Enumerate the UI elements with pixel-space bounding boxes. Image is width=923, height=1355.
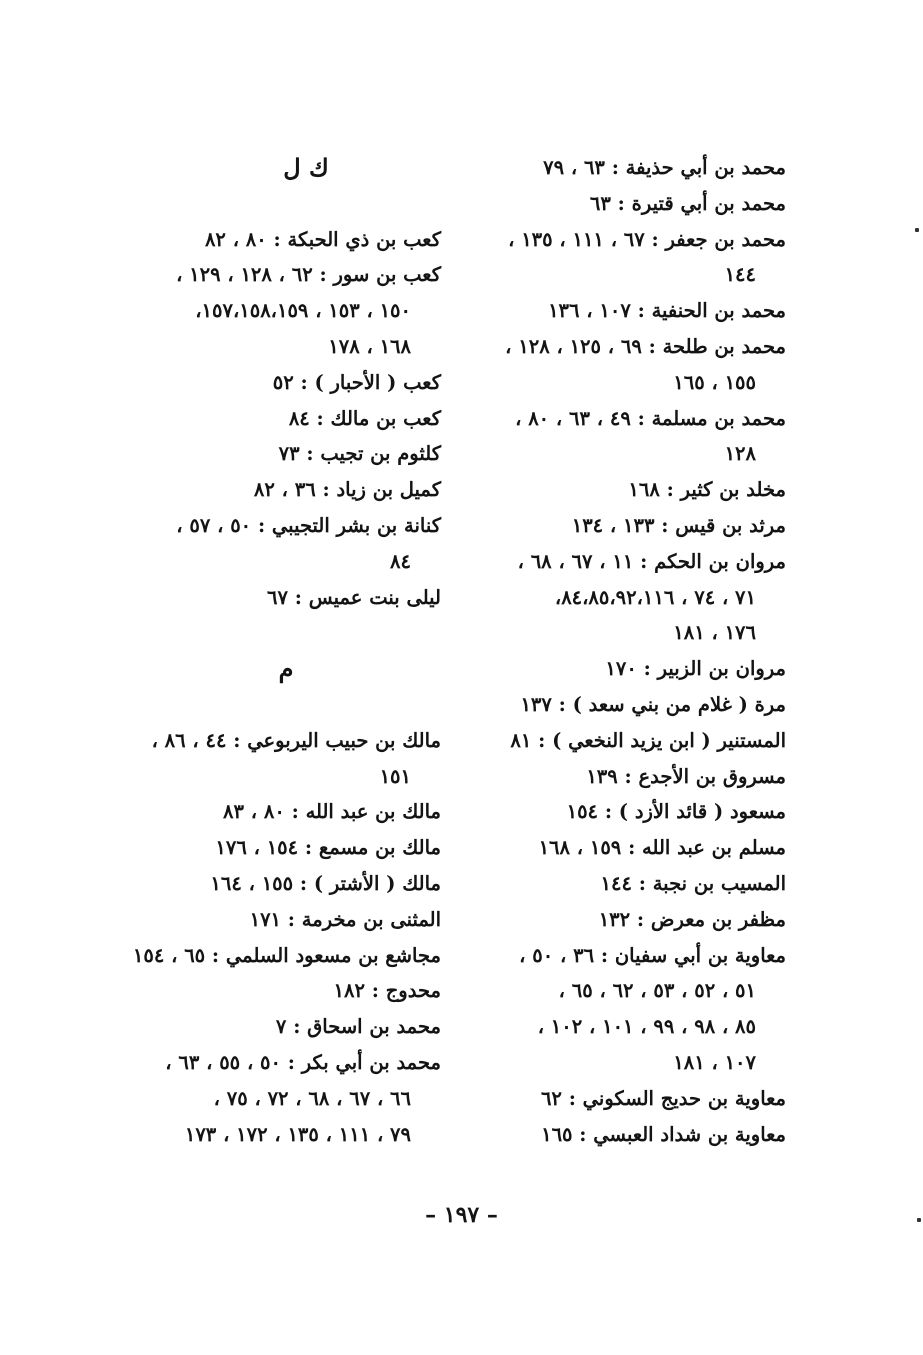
index-entry-continuation: ٨٥ ، ٩٨ ، ٩٩ ، ١٠١ ، ١٠٢ ، bbox=[537, 1015, 756, 1039]
index-entry: كعب بن ذي الحبكة : ٨٠ ، ٨٢ bbox=[204, 227, 441, 251]
index-entry: ليلى بنت عميس : ٦٧ bbox=[267, 585, 441, 609]
index-entry-continuation: ٥١ ، ٥٢ ، ٥٣ ، ٦٢ ، ٦٥ ، bbox=[558, 979, 756, 1003]
index-entry: معاوية بن حديج السكوني : ٦٢ bbox=[540, 1086, 786, 1110]
index-entry: محمد بن الحنفية : ١٠٧ ، ١٣٦ bbox=[548, 299, 786, 323]
index-entry: مالك ( الأشتر ) : ١٥٥ ، ١٦٤ bbox=[210, 871, 441, 895]
index-entry-continuation: ٦٦ ، ٦٧ ، ٦٨ ، ٧٢ ، ٧٥ ، bbox=[213, 1086, 411, 1110]
section-heading-mim: م bbox=[278, 654, 294, 684]
index-entry: محمد بن أبي قتيرة : ٦٣ bbox=[589, 191, 786, 215]
index-entry: مالك بن مسمع : ١٥٤ ، ١٧٦ bbox=[215, 836, 441, 860]
index-entry: مالك بن عبد الله : ٨٠ ، ٨٣ bbox=[223, 800, 441, 824]
index-entry: كميل بن زياد : ٣٦ ، ٨٢ bbox=[253, 478, 441, 502]
index-entry: مرثد بن قيس : ١٣٣ ، ١٣٤ bbox=[571, 513, 786, 537]
index-entry: محدوج : ١٨٢ bbox=[333, 979, 441, 1003]
index-column-right bbox=[131, 150, 441, 1152]
index-entry: مخلد بن كثير : ١٦٨ bbox=[628, 478, 786, 502]
index-entry: مظفر بن معرض : ١٣٢ bbox=[598, 907, 786, 931]
index-entry: مروان بن الحكم : ١١ ، ٦٧ ، ٦٨ ، bbox=[517, 549, 786, 573]
index-entry-continuation: ١٥٥ ، ١٦٥ bbox=[673, 370, 756, 394]
index-entry: محمد بن مسلمة : ٤٩ ، ٦٣ ، ٨٠ ، bbox=[515, 406, 786, 430]
spacer bbox=[131, 687, 441, 723]
index-entry-continuation: ١٥١ bbox=[379, 764, 411, 788]
scan-speck bbox=[917, 1218, 921, 1222]
index-entry: المسيب بن نجبة : ١٤٤ bbox=[600, 871, 786, 895]
section-heading-kaf-lam: ك ل bbox=[283, 153, 329, 182]
spacer bbox=[131, 186, 441, 222]
index-entry-continuation: ١٥٠ ، ١٥٣ ، ١٥٧،١٥٨،١٥٩، bbox=[195, 299, 411, 323]
index-entry: المثنى بن مخرمة : ١٧١ bbox=[249, 907, 441, 931]
index-entry: مسعود ( قائد الأزد ) : ١٥٤ bbox=[566, 800, 786, 824]
index-entry-continuation: ٨٤ bbox=[390, 549, 411, 573]
index-entry: معاوية بن شداد العبسي : ١٦٥ bbox=[541, 1122, 786, 1146]
index-entry: مسلم بن عبد الله : ١٥٩ ، ١٦٨ bbox=[538, 836, 786, 860]
index-entry: مروان بن الزبير : ١٧٠ bbox=[605, 657, 786, 681]
index-entry: محمد بن جعفر : ٦٧ ، ١١١ ، ١٣٥ ، bbox=[508, 227, 786, 251]
index-entry-continuation: ٧٩ ، ١١١ ، ١٣٥ ، ١٧٢ ، ١٧٣ bbox=[184, 1122, 411, 1146]
index-entry: المستنير ( ابن يزيد النخعي ) : ٨١ bbox=[510, 728, 786, 752]
index-entry-continuation: ١٤٤ bbox=[724, 263, 756, 287]
page-number: – ١٩٧ – bbox=[425, 1202, 498, 1228]
index-entry-continuation: ١٠٧ ، ١٨١ bbox=[673, 1050, 756, 1074]
index-entry: معاوية بن أبي سفيان : ٣٦ ، ٥٠ ، bbox=[519, 943, 786, 967]
index-entry: كلثوم بن تجيب : ٧٣ bbox=[278, 442, 441, 466]
index-entry: مالك بن حبيب اليربوعي : ٤٤ ، ٨٦ ، bbox=[151, 728, 441, 752]
index-entry-continuation: ٧١ ، ٧٤ ، ٨٤،٨٥،٩٢،١١٦، bbox=[554, 585, 756, 609]
index-entry: كعب ( الأحبار ) : ٥٢ bbox=[272, 370, 441, 394]
index-entry: مجاشع بن مسعود السلمي : ٦٥ ، ١٥٤ bbox=[132, 943, 441, 967]
index-entry: محمد بن اسحاق : ٧ bbox=[275, 1015, 441, 1039]
index-entry: مسروق بن الأجدع : ١٣٩ bbox=[586, 764, 786, 788]
index-column-left bbox=[486, 150, 786, 1152]
spacer bbox=[131, 615, 441, 651]
index-entry: كعب بن مالك : ٨٤ bbox=[288, 406, 441, 430]
index-entry: كنانة بن بشر التجيبي : ٥٠ ، ٥٧ ، bbox=[176, 513, 441, 537]
index-entry: كعب بن سور : ٦٢ ، ١٢٨ ، ١٢٩ ، bbox=[176, 263, 441, 287]
index-entry-continuation: ١٦٨ ، ١٧٨ bbox=[328, 334, 411, 358]
index-entry: محمد بن أبي حذيفة : ٦٣ ، ٧٩ bbox=[543, 156, 786, 179]
index-entry: محمد بن أبي بكر : ٥٠ ، ٥٥ ، ٦٣ ، bbox=[165, 1050, 441, 1074]
scan-speck bbox=[915, 228, 919, 232]
index-entry-continuation: ١٧٦ ، ١٨١ bbox=[673, 621, 756, 645]
index-entry: مرة ( غلام من بني سعد ) : ١٣٧ bbox=[520, 692, 786, 716]
index-entry-continuation: ١٢٨ bbox=[724, 442, 756, 466]
index-entry: محمد بن طلحة : ٦٩ ، ١٢٥ ، ١٢٨ ، bbox=[505, 334, 786, 358]
